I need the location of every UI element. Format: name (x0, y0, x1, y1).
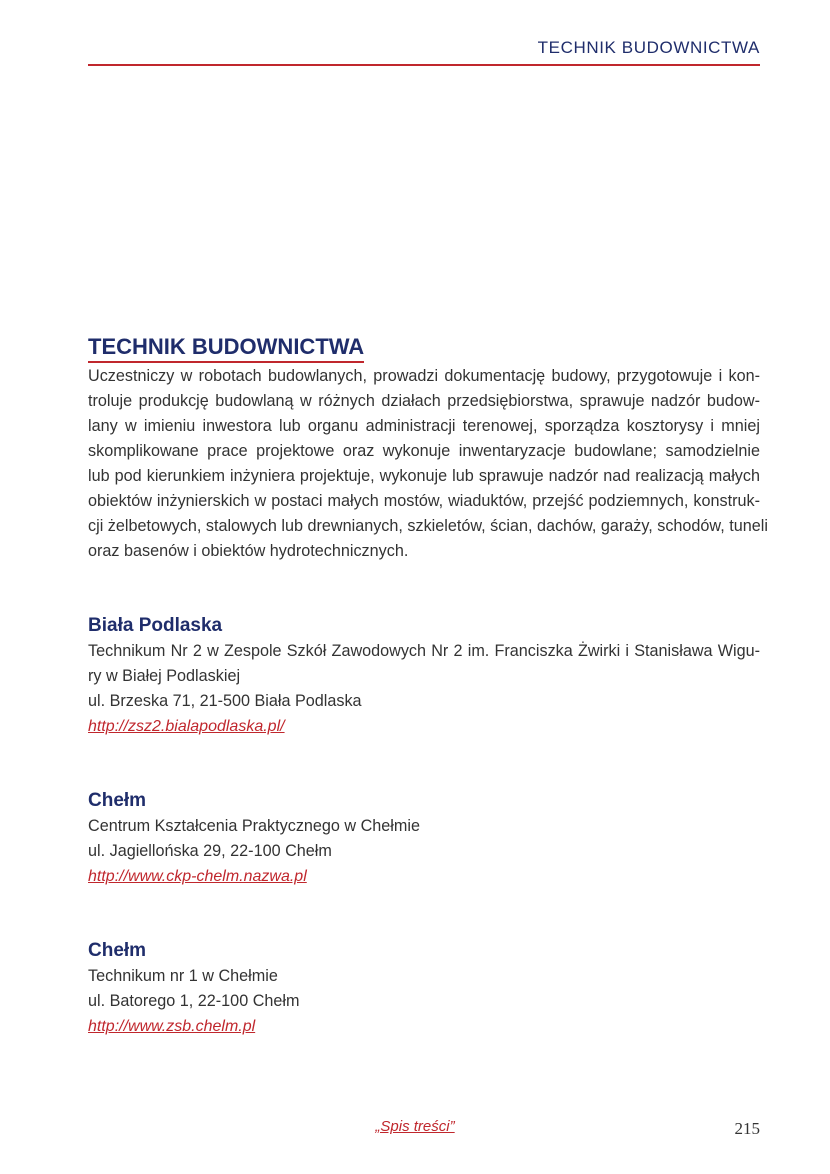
footer-toc-container (0, 1118, 830, 1135)
school-name-line: Technikum Nr 2 w Zespole Szkół Zawodowych Nr 2 im. Franciszka Żwirki i Stanisława Wigu- (88, 642, 760, 660)
description-line: skomplikowane prace projektowe oraz wykonuje inwentaryzacje budowlane; samodzielnie (88, 442, 760, 460)
school-city: Chełm (88, 940, 147, 961)
page-number: 215 (734, 1119, 760, 1138)
school-name-line: ry w Białej Podlaskiej (88, 667, 241, 685)
school-entry-biala-podlaska (88, 613, 760, 739)
school-city: Chełm (88, 790, 147, 811)
description-line: oraz basenów i obiektów hydrotechnicznych. (88, 542, 409, 560)
description-line: cji żelbetowych, stalowych lub drewnianych, szkieletów, ścian, dachów, garaży, schodów, tuneli (88, 517, 768, 535)
school-name-line: Technikum nr 1 w Chełmie (88, 967, 278, 985)
header-divider (88, 64, 760, 66)
school-entry-chelm-ckp (88, 788, 760, 889)
school-city: Biała Podlaska (88, 615, 223, 636)
description-line: obiektów inżynierskich w postaci małych mostów, wiaduktów, przejść podziemnych, konstruk- (88, 492, 760, 510)
description-line: lany w imieniu inwestora lub organu administracji terenowej, sporządza kosztorysy i mniej (88, 417, 760, 435)
school-website-link[interactable]: http://zsz2.bialapodlaska.pl/ (88, 718, 285, 735)
school-website-link[interactable]: http://www.zsb.chelm.pl (88, 1018, 256, 1035)
school-entry-chelm-technikum (88, 938, 760, 1039)
section-description (88, 364, 768, 564)
running-header-title: TECHNIK BUDOWNICTWA (537, 38, 760, 57)
school-name-line: Centrum Kształcenia Praktycznego w Chełmie (88, 817, 420, 835)
school-website-link[interactable]: http://www.ckp-chelm.nazwa.pl (88, 868, 307, 885)
school-address: ul. Jagiellońska 29, 22-100 Chełm (88, 842, 332, 860)
description-line: Uczestniczy w robotach budowlanych, prowadzi dokumentację budowy, przygotowuje i kon- (88, 367, 760, 385)
school-address: ul. Batorego 1, 22-100 Chełm (88, 992, 300, 1010)
description-line: lub pod kierunkiem inżyniera projektuje, wykonuje lub sprawuje nadzór nad realizacją małych (88, 467, 760, 485)
table-of-contents-link[interactable]: „Spis treści” (375, 1118, 455, 1135)
section-title: TECHNIK BUDOWNICTWA (88, 333, 364, 363)
description-line: troluje produkcję budowlaną w różnych działach przedsiębiorstwa, sprawuje nadzór budow- (88, 392, 760, 410)
school-address: ul. Brzeska 71, 21-500 Biała Podlaska (88, 692, 362, 710)
